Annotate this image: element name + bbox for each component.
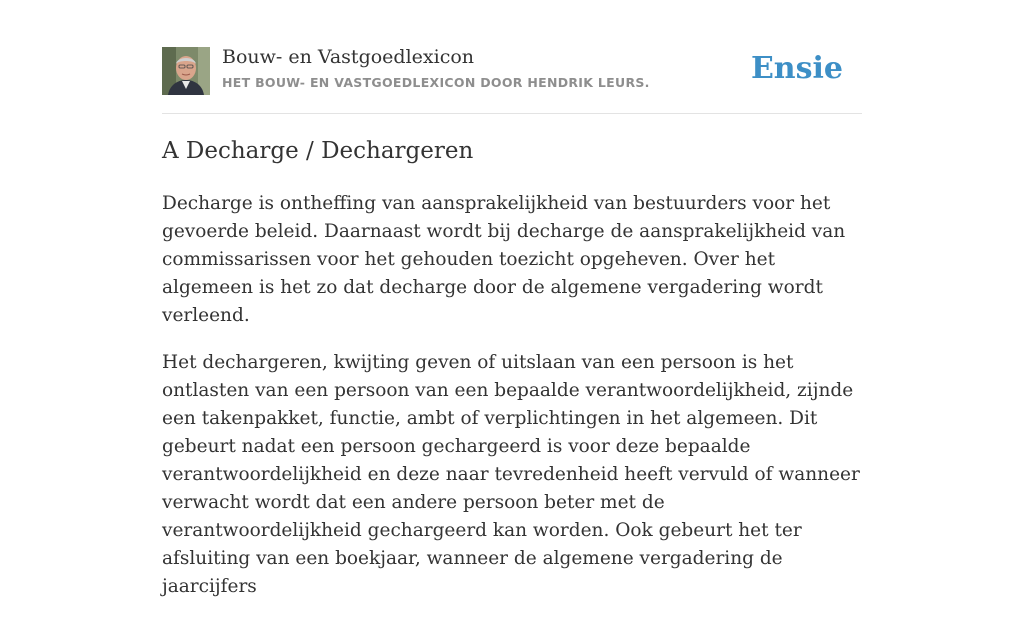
author-portrait-icon [162, 47, 210, 95]
author-avatar[interactable] [162, 47, 210, 95]
term-title: A Decharge / Dechargeren [162, 138, 474, 164]
header-divider [162, 113, 862, 114]
article-paragraph: Decharge is ontheffing van aansprakelijkheid van bestuurders voor het gevoerde beleid. Daarnaast wordt bij decharge de aansprakelijkheid van commissarissen voor het gehouden toezicht opgeheven. Over het algemeen is het zo dat decharge door de algemene vergadering wordt verleend. [162, 193, 846, 326]
ensie-logo[interactable]: Ensie [750, 51, 843, 86]
article-body [162, 190, 862, 620]
site-title[interactable]: Bouw- en Vastgoedlexicon [222, 46, 475, 68]
site-subtitle: HET BOUW- EN VASTGOEDLEXICON DOOR HENDRIK LEURS. [222, 75, 650, 90]
article-paragraph: Het dechargeren, kwijting geven of uitslaan van een persoon is het ontlasten van een persoon van een bepaalde verantwoordelijkheid, zijnde een takenpakket, functie, ambt of verplichtingen in het algemeen. Dit gebeurt nadat een persoon gechargeerd is voor deze bepaalde verantwoordelijkheid en deze naar tevredenheid heeft vervuld of wanneer verwacht wordt dat een andere persoon beter met de verantwoordelijkheid gechargeerd kan worden. Ook gebeurt het ter afsluiting van een boekjaar, wanneer de algemene vergadering de jaarcijfers [162, 352, 860, 597]
header [162, 46, 862, 96]
